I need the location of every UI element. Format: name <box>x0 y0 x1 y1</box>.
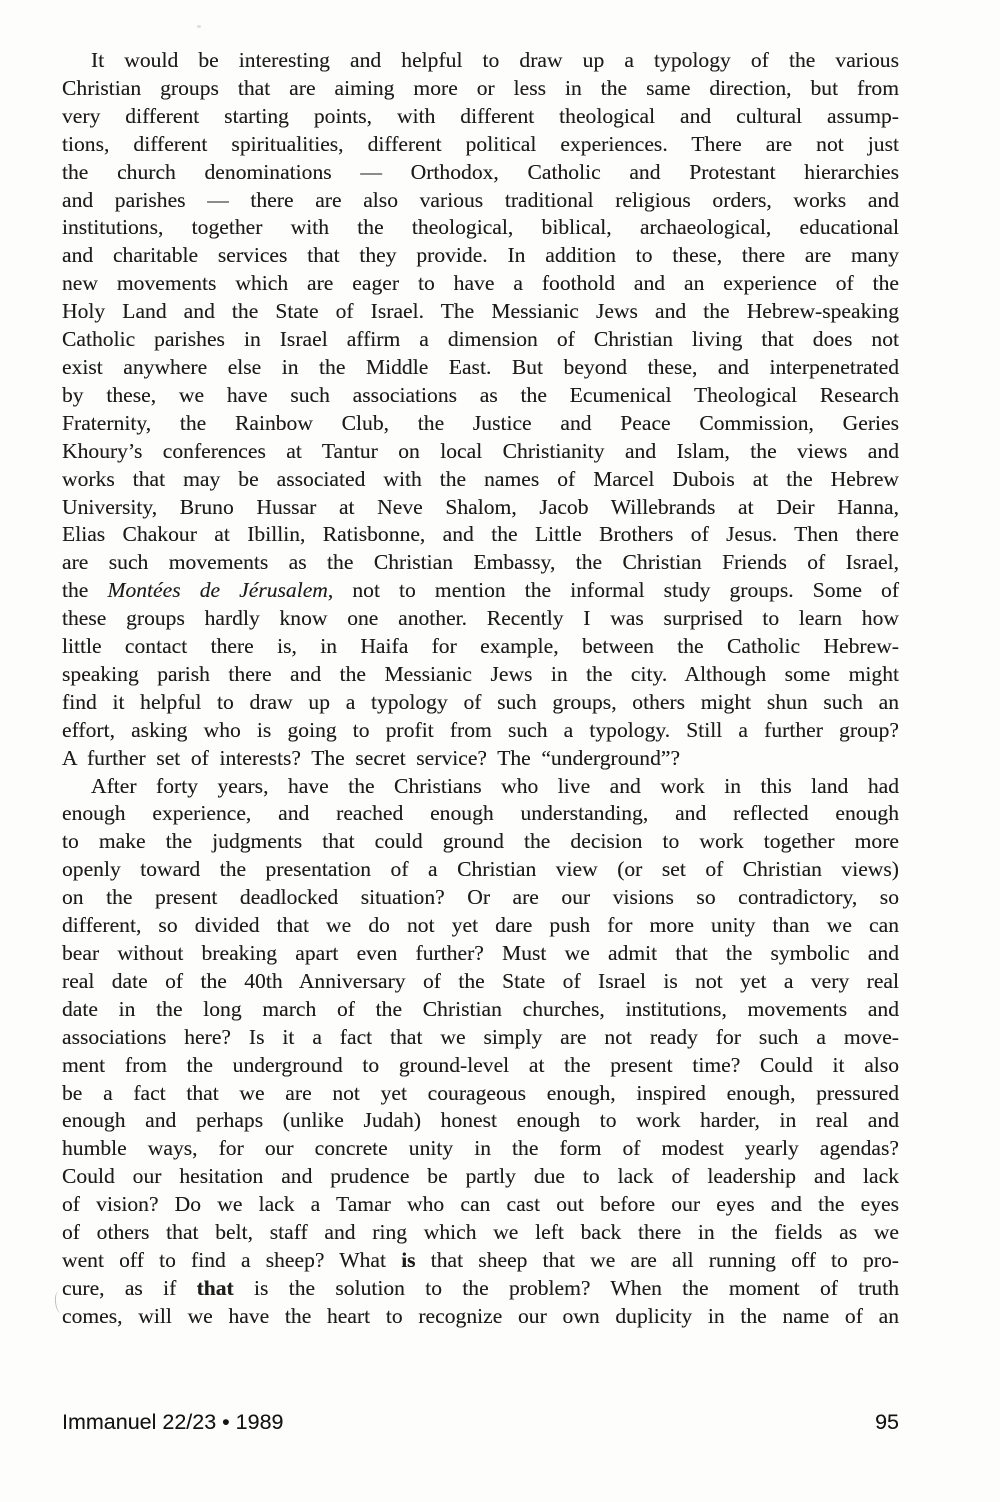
text-line: Elias Chakour at Ibillin, Ratisbonne, and the Little Brothers of Jesus. Then there <box>62 522 899 547</box>
text-line: very different starting points, with different theological and cultural assump- <box>62 103 899 128</box>
bold-text: is <box>401 1247 416 1272</box>
text-line: and charitable services that they provide. In addition to these, there are many <box>62 243 899 268</box>
paragraph <box>62 773 899 1331</box>
italic-text: Montées de Jérusalem <box>107 578 328 603</box>
text-line: A further set of interests? The secret service? The “underground”? <box>62 745 681 770</box>
text-line: and parishes — there are also various traditional religious orders, works and <box>62 187 899 212</box>
text-line: openly toward the presentation of a Christian view (or set of Christian views) <box>62 857 899 882</box>
text-line: tions, different spiritualities, different political experiences. There are not just <box>62 131 899 156</box>
text-line: find it helpful to draw up a typology of such groups, others might shun such an <box>62 689 899 714</box>
text-line: bear without breaking apart even further? Must we admit that the symbolic and <box>62 941 899 965</box>
text-line: little contact there is, in Haifa for example, between the Catholic Hebrew- <box>62 634 899 659</box>
text-line: speaking parish there and the Messianic Jews in the city. Although some might <box>62 661 899 686</box>
text-line: of others that belt, staff and ring which we left back there in the fields as we <box>62 1220 899 1245</box>
text-line: Christian groups that are aiming more or less in the same direction, but from <box>62 75 899 100</box>
text-line: to make the judgments that could ground the decision to work together more <box>62 829 899 854</box>
text-line: Catholic parishes in Israel affirm a dimension of Christian living that does not <box>62 327 899 352</box>
text-line: University, Bruno Hussar at Neve Shalom, Jacob Willebrands at Deir Hanna, <box>62 494 899 519</box>
text-line: enough and perhaps (unlike Judah) honest enough to work harder, in real and <box>62 1108 899 1133</box>
text-line: real date of the 40th Anniversary of the State of Israel is not yet a very real <box>62 968 899 993</box>
text-line: Khoury’s conferences at Tantur on local Christianity and Islam, the views and <box>62 438 899 463</box>
article-body <box>62 47 899 1331</box>
journal-citation: Immanuel 22/23 • 1989 <box>62 1410 284 1434</box>
bold-text: that <box>196 1275 234 1300</box>
text-line: ment from the underground to ground-level at the present time? Could it also <box>62 1052 899 1077</box>
text-line: are such movements as the Christian Embassy, the Christian Friends of Israel, <box>62 550 899 575</box>
text-line: Fraternity, the Rainbow Club, the Justice and Peace Commission, Geries <box>62 410 899 435</box>
page-footer <box>62 1410 899 1435</box>
text-line: exist anywhere else in the Middle East. But beyond these, and interpenetrated <box>62 354 899 379</box>
text-line: Could our hesitation and prudence be partly due to lack of leadership and lack <box>62 1164 899 1189</box>
text-line: After forty years, have the Christians who live and work in this land had <box>91 773 899 798</box>
text-line: effort, asking who is going to profit from such a typology. Still a further group? <box>62 717 899 742</box>
text-line: different, so divided that we do not yet dare push for more unity than we can <box>62 913 899 938</box>
text-line: date in the long march of the Christian churches, institutions, movements and <box>62 996 899 1021</box>
text-line: Holy Land and the State of Israel. The Messianic Jews and the Hebrew-speaking <box>62 299 899 324</box>
text-line: institutions, together with the theological, biblical, archaeological, educational <box>62 215 899 240</box>
text-line: It would be interesting and helpful to draw up a typology of the various <box>91 48 899 72</box>
text-line: the Montées de Jérusalem, not to mention the informal study groups. Some of <box>62 578 900 603</box>
text-line: the church denominations — Orthodox, Catholic and Protestant hierarchies <box>62 159 899 184</box>
paragraph <box>62 47 899 773</box>
text-line: works that may be associated with the names of Marcel Dubois at the Hebrew <box>62 466 899 491</box>
text-line: new movements which are eager to have a foothold and an experience of the <box>62 271 899 296</box>
text-line: enough experience, and reached enough understanding, and reflected enough <box>62 801 899 826</box>
text-line: be a fact that we are not yet courageous enough, inspired enough, pressured <box>62 1080 899 1105</box>
scan-artifact-speck <box>197 25 201 28</box>
text-line: cure, as if that is the solution to the problem? When the moment of truth <box>62 1275 899 1300</box>
text-line: humble ways, for our concrete unity in the form of modest yearly agendas? <box>62 1136 899 1161</box>
text-line: of vision? Do we lack a Tamar who can cast out before our eyes and the eyes <box>62 1192 899 1217</box>
text-line: on the present deadlocked situation? Or are our visions so contradictory, so <box>62 885 899 910</box>
text-line: comes, will we have the heart to recognize our own duplicity in the name of an <box>62 1303 899 1328</box>
text-line: went off to find a sheep? What is that sheep that we are all running off to pro- <box>62 1247 899 1272</box>
text-line: these groups hardly know one another. Recently I was surprised to learn how <box>62 606 899 631</box>
page-number: 95 <box>875 1410 899 1434</box>
text-line: by these, we have such associations as the Ecumenical Theological Research <box>62 382 899 407</box>
text-line: associations here? Is it a fact that we simply are not ready for such a move- <box>62 1024 899 1049</box>
